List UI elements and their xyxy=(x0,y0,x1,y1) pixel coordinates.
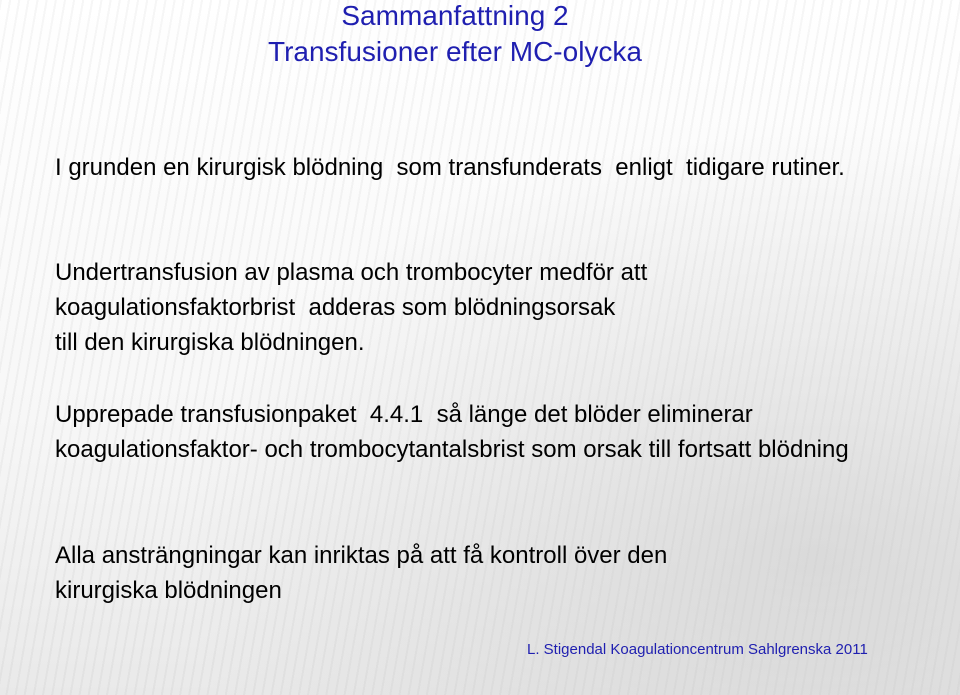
slide-title: Sammanfattning 2 xyxy=(341,0,569,31)
paragraph-surgical-bleeding: I grunden en kirurgisk blödning som transfunderats enligt tidigare rutiner. xyxy=(55,154,845,181)
paragraph-undertransfusion: Undertransfusion av plasma och trombocyter medför att koagulationsfaktorbrist adderas som blödningsorsak till den kirurgiska blödningen. xyxy=(55,259,648,356)
paragraph-control-bleeding: Alla ansträngningar kan inriktas på att få kontroll över den kirurgiska blödningen xyxy=(55,542,668,604)
footer-credit: L. Stigendal Koagulationcentrum Sahlgrenska 2011 xyxy=(527,641,868,658)
paragraph-repeated-transfusion: Upprepade transfusionpaket 4.4.1 så länge det blöder eliminerar koagulationsfaktor- och trombocytantalsbrist som orsak till fortsatt blödning xyxy=(55,401,849,463)
slide-subtitle: Transfusioner efter MC-olycka xyxy=(268,36,642,67)
